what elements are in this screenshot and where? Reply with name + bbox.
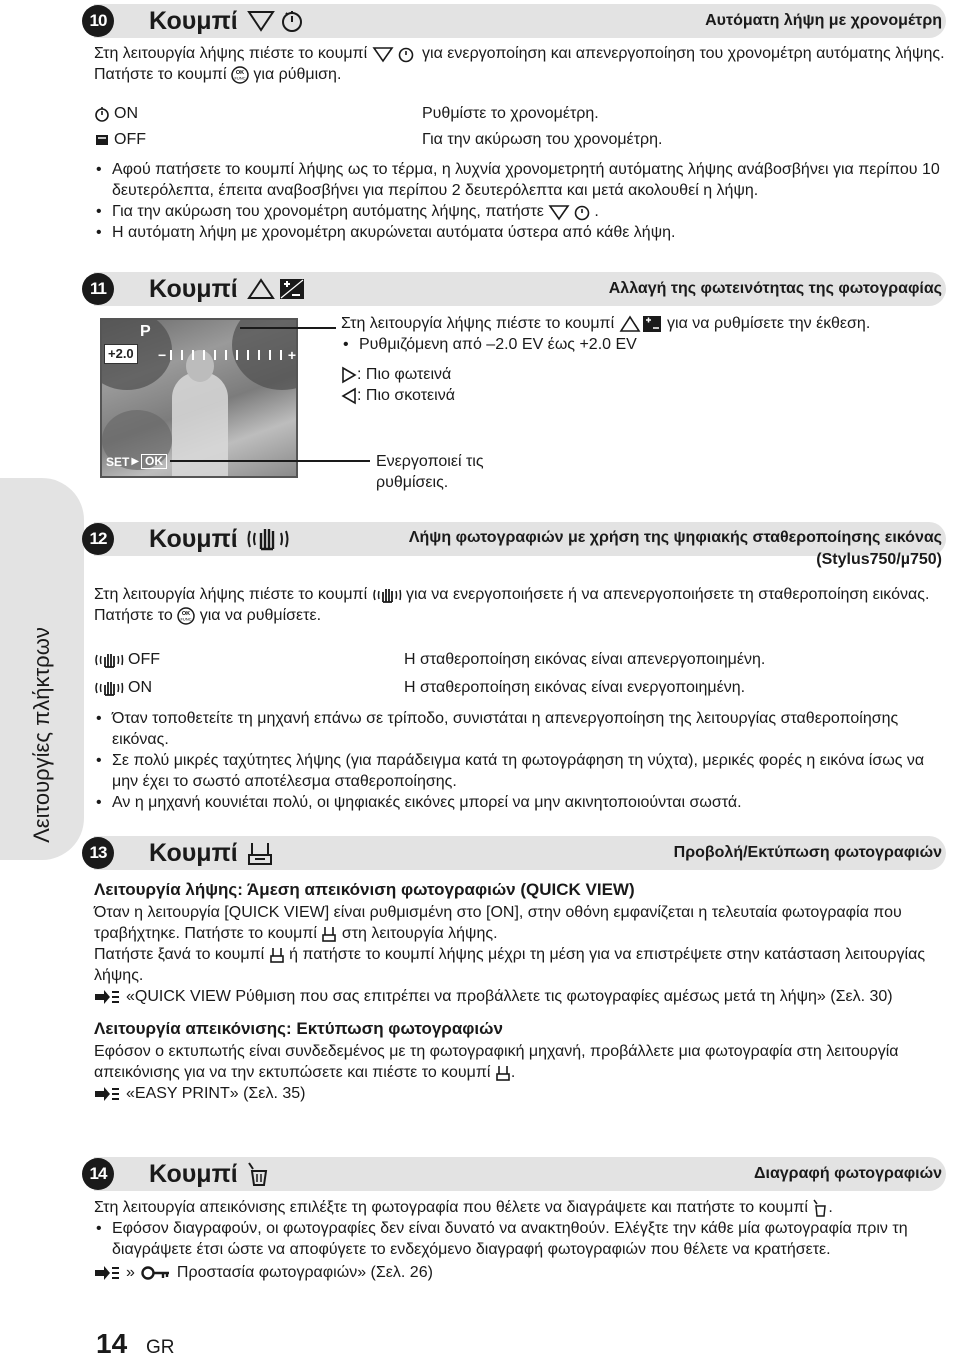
list-item: • Σε πολύ μικρές ταχύτητες λήψης (για παράδειγμα κατά τη φωτογράφηση τη νύχτα), μερικές φορές η εικόνα ίσως να μην έχει το σωστό αποτέλεσμα σταθεροποίησης. [94,750,946,792]
list-item: • Εφόσον διαγραφούν, οι φωτογραφίες δεν είναι δυνατό να ανακτηθούν. Ελέγξτε την κάθε μία φωτογραφία πριν τη διαγράψετε έτσι ώστε να αποφύγετε το ενδεχόμενο διαγραφή φωτογραφιών που θέλετε να κρατήσετε. [94,1218,946,1260]
option-row: ON Ρυθμίστε το χρονομέτρη. [94,101,946,127]
hand-stabilizer-icon [94,651,124,669]
notes-list [94,159,946,243]
section-number: 12 [82,523,114,555]
section-number: 14 [82,1158,114,1190]
key-icon [141,1264,171,1282]
section-title: Κουμπί [149,839,274,868]
up-arrow-exposure-icon [246,276,308,302]
paragraph: Εφόσον ο εκτυπωτής είναι συνδεδεμένος με τη φωτογραφική μηχανή, προβάλλετε μια φωτογραφία στη λειτουργία απεικόνισης για να την εκτυπώσετε και πιέστε το κουμπί . [94,1043,899,1081]
section-delete [89,1157,946,1283]
section-exposure [90,272,946,306]
key-hint-right: : Πιο φωτεινά [341,364,951,385]
hand-stabilizer-icon [246,525,290,553]
section-stabilizer [89,522,946,813]
intro-text: Στη λειτουργία λήψης πιέστε το κουμπί για να ενεργοποιήσετε ή να απενεργοποιήσετε τη σταθεροποίηση εικόνας. Πατήστε το OK FUNC για να ρυθμίσετε. [94,586,930,624]
single-frame-icon [94,132,110,148]
print-view-icon [269,946,285,964]
section-quick-view [89,836,946,1104]
up-arrow-exposure-icon [619,315,663,333]
page-reference: «EASY PRINT» (Σελ. 35) [94,1083,946,1104]
exposure-text [341,313,951,406]
notes-list [94,1218,946,1260]
ok-func-icon [231,66,249,84]
options-list [94,646,946,702]
section-header [89,836,946,870]
key-hint-left: : Πιο σκοτεινά [341,385,951,406]
section-header [89,4,946,38]
print-view-icon [495,1064,511,1082]
section-title: Κουμπί [149,1160,272,1189]
section-subtitle: Αλλαγή της φωτεινότητας της φωτογραφίας [608,280,942,297]
reference-hand-icon [94,1264,120,1282]
section-header [89,522,946,568]
trash-icon [812,1199,828,1217]
shooting-mode-label: P [140,323,151,340]
page-number: 14 [96,1328,128,1359]
svg-text:FUNC: FUNC [180,616,192,622]
hand-stabilizer-icon [372,586,402,604]
list-item: • Αφού πατήσετε το κουμπί λήψης ως το τέρμα, η λυχνία χρονομετρητή αυτόματης λήψης ανάβοσβήνει για περίπου 10 δευτερόλεπτα, έπειτα αναβοσβήνει για περίπου 2 δευτερόλεπτα και μετά ακολουθεί η λήψη. [94,159,946,201]
list-item: • Η αυτόματη λήψη με χρονομέτρη ακυρώνεται αυτόματα ύστερα από κάθε λήψη. [94,222,946,243]
section-subtitle: Αυτόματη λήψη με χρονομέτρη [705,12,942,29]
paragraph: Πατήστε ξανά το κουμπί ή πατήστε το κουμπί λήψης μέχρι τη μέση για να επιστρέψετε στην κατάσταση λειτουργίας λήψης. [94,946,926,984]
list-item: • Αν η μηχανή κουνιέται πολύ, οι ψηφιακές εικόνες μπορεί να μην ακινητοποιούνται σωστά. [94,792,946,813]
list-item: • Για την ακύρωση του χρονομέτρη αυτόματης λήψης, πατήστε . [94,201,946,222]
section-subtitle: Διαγραφή φωτογραφιών [754,1165,942,1182]
notes-list [341,334,951,355]
trash-icon [246,1160,272,1188]
exposure-scale: − + [158,347,296,363]
down-arrow-timer-icon [246,8,308,34]
side-tab-label: Λειτουργίες πλήκτρων [29,627,54,843]
reference-hand-icon [94,988,120,1006]
list-item: • Ρυθμιζόμενη από –2.0 EV έως +2.0 EV [341,334,951,355]
intro-text: Στη λειτουργία λήψης πιέστε το κουμπί για να ρυθμίσετε την έκθεση. [341,315,871,332]
section-title: Κουμπί [149,7,308,36]
svg-text:OK: OK [235,69,245,76]
option-row: OFF Για την ακύρωση του χρονομέτρη. [94,127,946,153]
exposure-value: +2.0 [104,344,138,364]
options-list [94,101,946,153]
set-ok-indicator: SET ▶ OK [106,454,167,469]
print-view-icon [246,839,274,867]
section-subtitle: Προβολή/Εκτύπωση φωτογραφιών [673,844,942,861]
down-arrow-timer-icon [548,203,594,221]
list-item: • Όταν τοποθετείτε τη μηχανή επάνω σε τρίποδο, συνιστάται η απενεργοποίηση της λειτουργίας σταθεροποίησης εικόνας. [94,708,946,750]
activate-note: Ενεργοποιεί τις ρυθμίσεις. [376,453,484,491]
section-header [89,1157,946,1191]
section-header [90,272,946,306]
svg-text:FUNC: FUNC [234,75,246,81]
section-self-timer [89,4,946,243]
print-view-icon [321,925,337,943]
subheading: Λειτουργία λήψης: Άμεση απεικόνιση φωτογραφιών (QUICK VIEW) [94,880,635,899]
option-row: ON Η σταθεροποίηση εικόνας είναι ενεργοποιημένη. [94,674,946,702]
callout-line [240,327,336,329]
notes-list [94,708,946,813]
hand-stabilizer-icon [94,679,124,697]
timer-icon [94,106,110,122]
page-reference: «QUICK VIEW Ρύθμιση που σας επιτρέπει να προβάλλετε τις φωτογραφίες αμέσως μετά τη λήψη» (Σελ. 30) [94,986,946,1007]
section-title: Κουμπί [149,525,290,554]
section-number: 13 [82,837,114,869]
camera-lcd-preview [100,318,298,478]
reference-hand-icon [94,1085,120,1103]
ok-func-icon [177,607,195,625]
option-row: OFF Η σταθεροποίηση εικόνας είναι απενεργοποιημένη. [94,646,946,674]
section-title: Κουμπί [149,275,308,304]
section-number: 10 [82,5,114,37]
page-reference: » Προστασία φωτογραφιών» (Σελ. 26) [94,1262,946,1283]
section-subtitle: Λήψη φωτογραφιών με χρήση της ψηφιακής σταθεροποίησης εικόνας (Stylus750/µ750) [408,529,942,568]
svg-text:OK: OK [182,610,191,617]
intro-text: Στη λειτουργία απεικόνισης επιλέξτε τη φωτογραφία που θέλετε να διαγράψετε και πατήστε το κουμπί . [94,1199,833,1216]
left-arrow-icon [341,387,357,405]
paragraph: Όταν η λειτουργία [QUICK VIEW] είναι ρυθμισμένη στο [ON], στην οθόνη εμφανίζεται η τελευταία φωτογραφία που τραβήχτηκε. Πατήστε το κουμπί στη λειτουργία λήψης. [94,904,902,942]
page-language: GR [146,1337,175,1358]
right-arrow-icon [341,366,357,384]
callout-line [170,460,370,462]
section-number: 11 [82,273,114,305]
intro-text: Στη λειτουργία λήψης πιέστε το κουμπί για ενεργοποίηση και απενεργοποίηση του χρονομέτρη αυτόματης λήψης. Πατήστε το κουμπί OK FUNC για ρύθμιση. [94,45,945,83]
key-hints [341,364,951,406]
subheading: Λειτουργία απεικόνισης: Εκτύπωση φωτογραφιών [94,1019,503,1038]
down-arrow-timer-icon [372,45,418,63]
